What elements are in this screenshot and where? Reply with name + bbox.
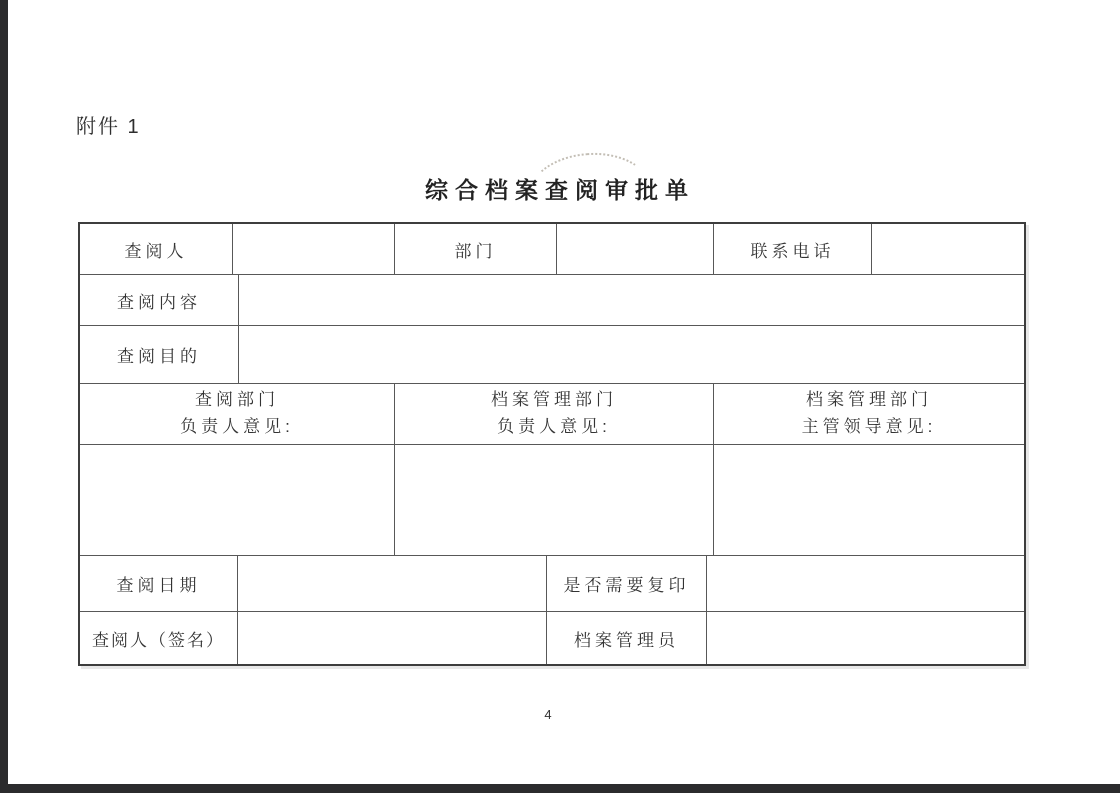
- archive-dept-opinion-area: [395, 445, 714, 555]
- leader-opinion-area: [714, 445, 1024, 555]
- phone-label-cell: 联系电话: [714, 224, 872, 274]
- copy-value-cell: [707, 556, 1024, 611]
- viewer-value-cell: [233, 224, 395, 274]
- table-row-date: [80, 556, 1024, 612]
- page-number: 4: [544, 707, 552, 722]
- purpose-label-cell: 查阅目的: [80, 326, 239, 383]
- purpose-value-cell: [239, 326, 1024, 383]
- signature-label-cell: 查阅人（签名）: [80, 612, 238, 664]
- table-row-purpose: [80, 326, 1024, 384]
- archivist-value-cell: [707, 612, 1024, 664]
- archive-dept-opinion-line1: 档案管理部门: [491, 390, 617, 410]
- date-value-cell: [238, 556, 547, 611]
- content-value-cell: [239, 275, 1024, 325]
- table-row-opinions-header: [80, 384, 1024, 445]
- table-row-opinions-body: [80, 445, 1024, 556]
- archivist-label-cell: 档案管理员: [547, 612, 707, 664]
- dept-head-opinion-area: [80, 445, 395, 555]
- date-label-cell: 查阅日期: [80, 556, 238, 611]
- content-label-cell: 查阅内容: [80, 275, 239, 325]
- approval-form-table: [78, 222, 1026, 666]
- dept-head-opinion-line2: 负责人意见:: [180, 417, 294, 436]
- phone-value-cell: [872, 224, 1024, 274]
- dept-head-opinion-line1: 查阅部门: [195, 390, 279, 410]
- scanner-edge-left: [0, 0, 8, 793]
- copy-label-cell: 是否需要复印: [547, 556, 707, 611]
- attachment-label: 附件 1: [76, 116, 141, 138]
- dept-head-opinion-header: [80, 384, 395, 444]
- archive-dept-opinion-header: [395, 384, 714, 444]
- page-title: 综合档案查阅审批单: [425, 177, 695, 203]
- leader-opinion-line1: 档案管理部门: [806, 390, 932, 410]
- leader-opinion-line2: 主管领导意见:: [801, 417, 937, 436]
- table-row-viewer: [80, 224, 1024, 275]
- table-row-signature: [80, 612, 1024, 664]
- scanner-edge-bottom: [0, 784, 1120, 793]
- signature-value-cell: [238, 612, 547, 664]
- viewer-label-cell: 查阅人: [80, 224, 233, 274]
- archive-dept-opinion-line2: 负责人意见:: [497, 417, 611, 436]
- leader-opinion-header: [714, 384, 1024, 444]
- title-row: [0, 172, 1120, 205]
- department-value-cell: [557, 224, 714, 274]
- department-label-cell: 部门: [395, 224, 557, 274]
- table-row-content: [80, 275, 1024, 326]
